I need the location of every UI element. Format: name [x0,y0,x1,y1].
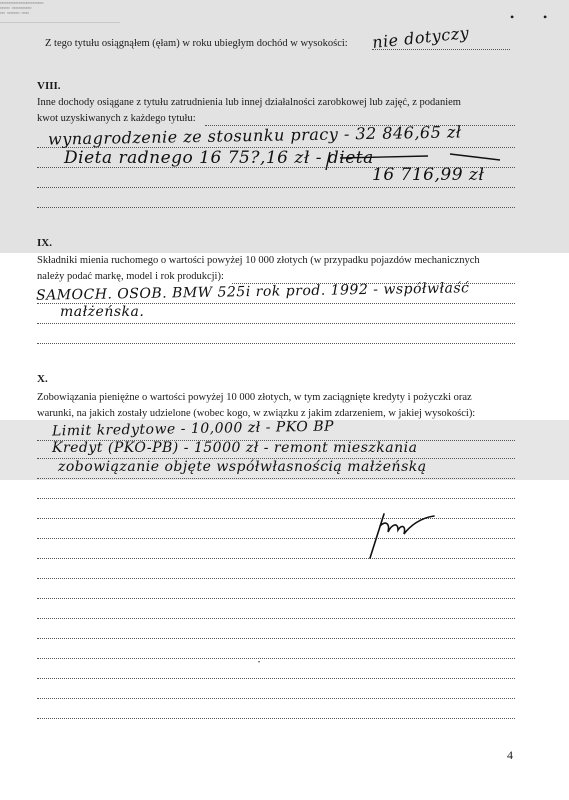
fill-line [37,498,515,499]
fill-line [37,658,515,659]
fill-line [37,518,515,519]
section-viii-text-1: Inne dochody osiągane z tytułu zatrudnienia lub innej działalności zarobkowej lub zajęć, z podaniem [37,97,461,108]
page-number: 4 [507,748,513,762]
fill-line [37,558,515,559]
scan-stamp: ▭▭▭▭▭▭▭▭▭▭▭▭▭▭▭▭▭▭ ▭▭▭▭ ▭▭▭▭▭▭▭▭ ▭▭ ▭▭▭▭▭ ▭▭▭ [0,0,120,23]
handwritten-line: Limit kredytowe - 10,000 zł - PKO BP [51,418,335,440]
handwritten-line: małżeńska. [60,304,145,320]
fill-line [37,578,515,579]
section-x-text-1: Zobowiązania pieniężne o wartości powyżej 10 000 złotych, w tym zaciągnięte kredyty i pożyczki oraz [37,392,472,403]
handwritten-income: nie dotyczy [371,22,470,53]
fill-line [37,538,515,539]
handwritten-line: zobowiązanie objęte współwłasnością małżeńską [58,459,427,475]
fill-line [37,478,515,479]
fill-line [37,323,515,324]
handwritten-strikethrough [300,146,530,176]
fill-line [37,618,515,619]
scan-mark: • [543,10,548,24]
handwritten-line: SAMOCH. OSOB. BMW 525i rok prod. 1992 - współwłaść [35,280,470,304]
handwritten-signature [362,506,442,564]
scan-mark: • [510,10,515,24]
section-viii-title: VIII. [37,80,61,92]
income-line-label: Z tego tytułu osiągnąłem (ęłam) w roku ubiegłym dochód w wysokości: [45,38,348,49]
section-ix-title: IX. [37,237,52,249]
fill-line [37,718,515,719]
fill-line [37,343,515,344]
handwritten-line: wynagrodzenie ze stosunku pracy - 32 846,65 zł [47,122,462,149]
fill-line [37,638,515,639]
scan-mark: • [258,660,261,666]
handwritten-line: 16 716,99 zł [372,165,485,185]
section-ix-text-2: należy podać markę, model i rok produkcji): [37,271,224,282]
fill-line [37,678,515,679]
fill-line [37,698,515,699]
section-x-text-2: warunki, na jakich zostały udzielone (wobec kogo, w związku z jakim zdarzeniem, w jakiej wysokości): [37,408,476,419]
fill-line [37,207,515,208]
fill-line [37,187,515,188]
handwritten-line: Kredyt (PKO-PB) - 15000 zł - remont mieszkania [52,440,418,456]
fill-line [37,598,515,599]
section-x-title: X. [37,373,48,385]
section-ix-text-1: Składniki mienia ruchomego o wartości powyżej 10 000 złotych (w przypadku pojazdów mechanicznych [37,255,480,266]
handwritten-line: Dieta radnego 16 75?,16 zł - dieta [64,148,374,168]
section-viii-text-2: kwot uzyskiwanych z każdego tytułu: [37,113,196,124]
